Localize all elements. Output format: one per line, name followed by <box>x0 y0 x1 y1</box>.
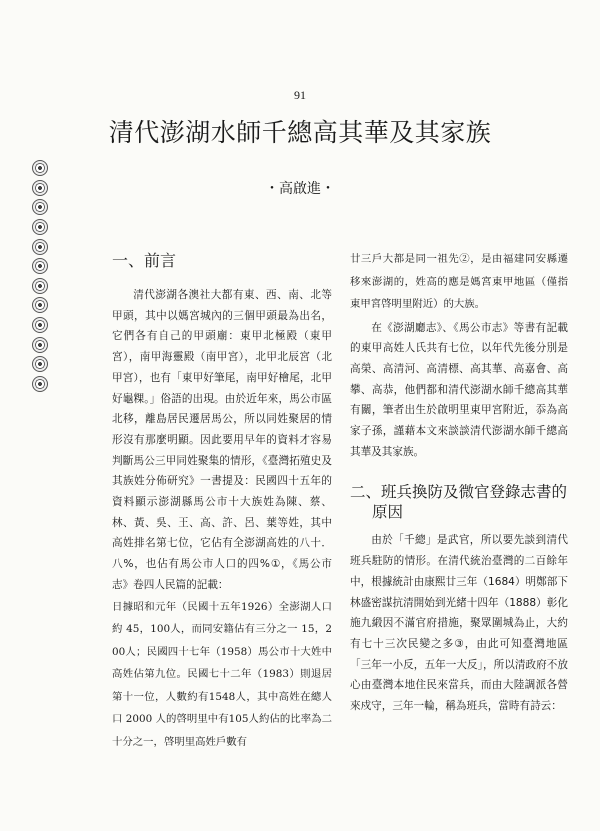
ornament-medallion-icon <box>32 258 48 274</box>
ornament-medallion-icon <box>32 278 48 294</box>
ornament-medallion-icon <box>32 376 48 392</box>
section2-heading <box>350 482 568 522</box>
quoted-passage-continued: 廿三戶大都是同一祖先②，是由福建同安縣遷移來澎湖的，姓高的應是媽宮東甲地區（僅指東甲宮啓明里附近）的大族。 <box>350 253 568 310</box>
section2-heading-line1: 二、班兵換防及微官登錄志書的 <box>350 483 568 502</box>
ornament-medallion-icon <box>32 199 48 215</box>
article-title: 清代澎湖水師千總高其華及其家族 <box>108 118 492 147</box>
ornament-medallion-icon <box>32 317 48 333</box>
section1-heading: 一、前言 <box>112 251 177 270</box>
ornament-medallion-icon <box>32 160 48 176</box>
paragraph-family-records: 在《澎湖廳志》、《馬公市志》等書有記載的東甲高姓人氏共有七位，以年代先後分別是高榮、高清河、高清標、高其華、高嘉會、高攀、高恭，他們都和清代澎湖水師千總高其華有關，筆者出生於啟明里東甲宮附近，忝為高家子孫，謹藉本文來談談清代澎湖水師千總高其華及其家族。 <box>350 321 568 458</box>
ornament-medallion-icon <box>32 239 48 255</box>
ornament-medallion-icon <box>32 180 48 196</box>
quoted-passage: 日據昭和元年（民國十五年1926）全澎湖人口約 45，100人，而同安籍佔有三分之一 15，200人；民國四十七年（1958）馬公市十大姓中高姓佔第九位。民國七十二年（1983）則退居第十一位，人數約有1548人，其中高姓在總人口 2000 人的啓明里中有105人約佔的比率為二十分之一，啓明里高姓戶數有 <box>112 600 332 748</box>
author-name: ・高啟進・ <box>265 181 335 197</box>
ornament-medallion-icon <box>32 356 48 372</box>
ornament-medallion-icon <box>32 297 48 313</box>
right-column <box>350 248 568 717</box>
left-column <box>112 248 332 753</box>
section2-heading-line2: 原因 <box>372 503 404 522</box>
section1-paragraph: 清代澎湖各澳社大都有東、西、南、北等甲頭，其中以媽宮城內的三個甲頭最為出名，它們各有自己的甲頭廟：東甲北極殿（東甲宮），南甲海靈殿（南甲宮），北甲北辰宮（北甲宮），也有「東甲好筆尾，南甲好檜尾，北甲好龜粿。」俗語的出現。由於近年來，馬公市區北移，離島居民遷居馬公，所以同姓聚居的情形沒有那麼明顯。因此要用早年的資料才容易判斷馬公三甲同姓聚集的情形，《臺灣拓殖史及其族姓分佈研究》一書提及：民國四十五年的資料顯示澎湖縣馬公市十大族姓為陳、蔡、林、黃、吳、王、高、許、呂、葉等姓，其中高姓排名第七位，它佔有全澎湖高姓的八十．八%，也佔有馬公市人口的四%①，《馬公市志》卷四人民篇的記載： <box>112 289 332 591</box>
page-number: 91 <box>294 88 306 102</box>
paragraph-garrison: 由於「千總」是武官，所以要先談到清代班兵駐防的情形。在清代統治臺灣的二百餘年中，根據統計由康熙廿三年（1684）明鄭部下林盛密謀抗清開始到光緒十四年（1888）彰化施九緞因不滿官府措施，聚眾圍城為止，大約有七十三次民變之多③，由此可知臺灣地區「三年一小反，五年一大反」，所以清政府不放心由臺灣本地住民來當兵，而由大陸調派各營來戍守，三年一輪，稱為班兵，當時有詩云： <box>350 534 568 713</box>
ornament-medallion-icon <box>32 219 48 235</box>
decorative-border-strip <box>32 160 48 392</box>
ornament-medallion-icon <box>32 337 48 353</box>
